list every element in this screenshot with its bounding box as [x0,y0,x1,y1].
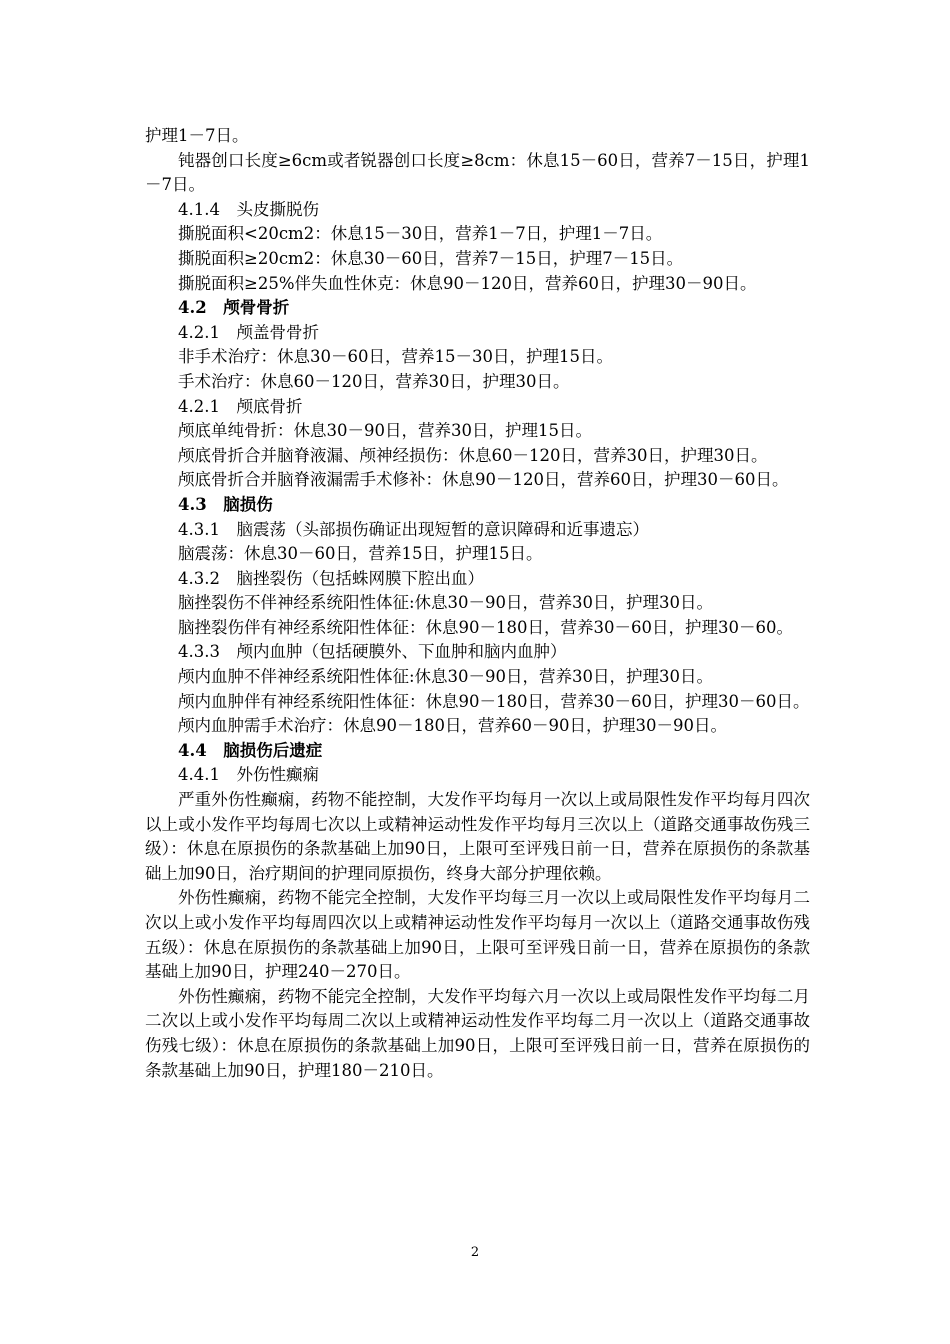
subsection-title-4-4-1: 4.4.1 外伤性癫痫 [178,765,319,785]
paragraph-avulsion-small: 撕脱面积<20cm2：休息15－30日，营养1－7日，护理1－7日。 [178,224,663,244]
paragraph-continuation: 护理1－7日。 [145,126,249,145]
paragraph-non-surgical: 非手术治疗：休息30－60日，营养15－30日，护理15日。 [178,347,613,367]
page-number: 2 [470,1245,480,1260]
paragraph-epilepsy-level-five: 外伤性癫痫，药物不能完全控制，大发作平均每三月一次以上或局限性发作平均每月二次以上或小发作平均每周四次以上或精神运动性发作平均每月一次以上（道路交通事故伤残五级）：休息在原损伤的条款基础上加90日，上限可至评残日前一日，营养在原损伤的条款基础上加90日，护理240－270日。 [145,888,810,982]
paragraph-avulsion-shock: 撕脱面积≥25%伴失血性休克：休息90－120日，营养60日，护理30－90日。 [178,273,757,293]
paragraph-base-simple: 颅底单纯骨折：休息30－90日，营养30日，护理15日。 [178,421,592,441]
subsection-title-4-3-1: 4.3.1 脑震荡（头部损伤确证出现短暂的意识障碍和近事遗忘） [178,519,649,539]
paragraph-base-repair: 颅底骨折合并脑脊液漏需手术修补：休息90－120日，营养60日，护理30－60日。 [178,470,789,490]
paragraph-epilepsy-severe: 严重外伤性癫痫，药物不能控制，大发作平均每月一次以上或局限性发作平均每月四次以上或小发作平均每周七次以上或精神运动性发作平均每月三次以上（道路交通事故伤残三级）：休息在原损伤的条款基础上加90日，上限可至评残日前一日，营养在原损伤的条款基础上加90日，治疗期间的护理同原损伤，终身大部分护理依赖。 [145,790,810,883]
section-heading-4-4: 4.4 脑损伤后遗症 [178,740,323,760]
section-heading-4-2: 4.2 颅骨骨折 [178,298,290,318]
subsection-title-4-3-3: 4.3.3 颅内血肿（包括硬膜外、下血肿和脑内血肿） [178,642,567,662]
paragraph-avulsion-large: 撕脱面积≥20cm2：休息30－60日，营养7－15日，护理7－15日。 [178,248,684,268]
subsection-title-4-2-1-base: 4.2.1 颅底骨折 [178,396,303,416]
paragraph-contusion-no-signs: 脑挫裂伤不伴神经系统阳性体征:休息30－90日，营养30日，护理30日。 [178,593,714,613]
subsection-title-4-3-2: 4.3.2 脑挫裂伤（包括蛛网膜下腔出血） [178,568,484,588]
section-heading-4-3: 4.3 脑损伤 [178,494,273,514]
paragraph-base-csf-leak: 颅底骨折合并脑脊液漏、颅神经损伤：休息60－120日，营养30日，护理30日。 [178,445,768,465]
paragraph-concussion: 脑震荡：休息30－60日，营养15日，护理15日。 [178,544,543,564]
paragraph-hematoma-signs: 颅内血肿伴有神经系统阳性体征：休息90－180日，营养30－60日，护理30－60日。 [178,691,810,711]
subsection-title-4-2-1-vault: 4.2.1 颅盖骨骨折 [178,322,319,342]
paragraph-epilepsy-level-seven: 外伤性癫痫，药物不能完全控制，大发作平均每六月一次以上或局限性发作平均每二月二次以上或小发作平均每周二次以上或精神运动性发作平均每二月一次以上（道路交通事故伤残七级）：休息在原损伤的条款基础上加90日，上限可至评残日前一日，营养在原损伤的条款基础上加90日，护理180－210日。 [145,986,810,1080]
paragraph-contusion-signs: 脑挫裂伤伴有神经系统阳性体征：休息90－180日，营养30－60日，护理30－60。 [178,617,793,637]
paragraph-hematoma-surgery: 颅内血肿需手术治疗：休息90－180日，营养60－90日，护理30－90日。 [178,716,727,736]
subsection-title-4-1-4: 4.1.4 头皮撕脱伤 [178,199,319,219]
paragraph-hematoma-no-signs: 颅内血肿不伴神经系统阳性体征:休息30－90日，营养30日，护理30日。 [178,667,714,687]
paragraph-surgical: 手术治疗：休息60－120日，营养30日，护理30日。 [178,371,570,391]
paragraph-blunt-wound: 钝器创口长度≥6cm或者锐器创口长度≥8cm：休息15－60日，营养7－15日，护理1－7日。 [145,150,810,195]
document-body [145,124,810,1083]
